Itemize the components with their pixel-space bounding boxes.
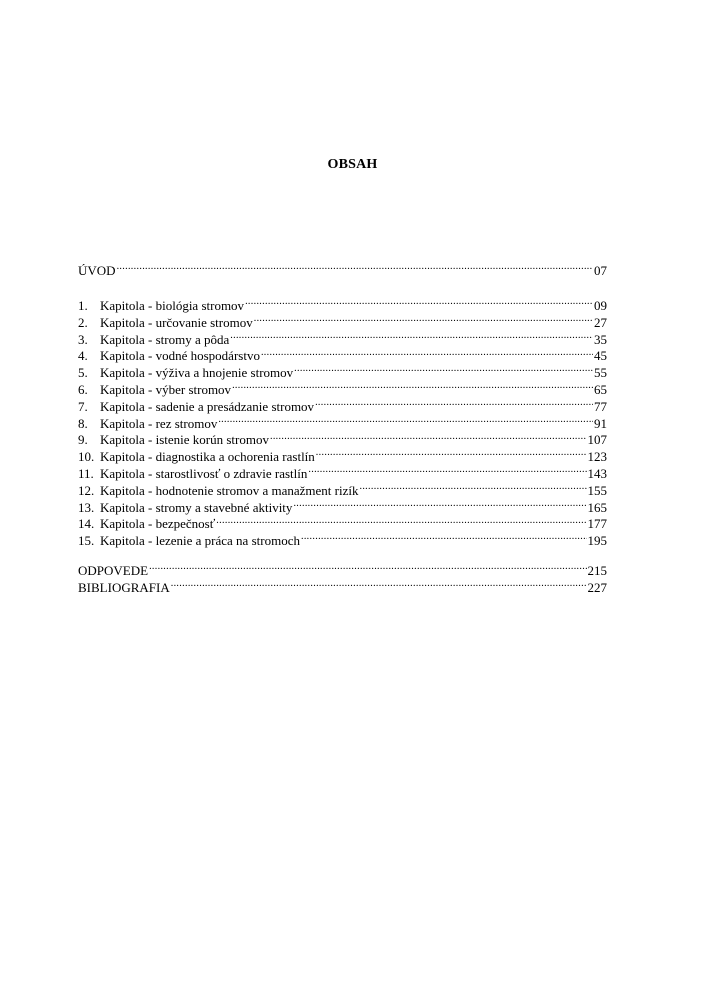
toc-entry-page: 177 xyxy=(587,516,607,532)
toc-entry-number: 13. xyxy=(78,499,95,515)
toc-entry-number: 10. xyxy=(78,449,95,465)
toc-entry-chapter xyxy=(78,365,607,382)
toc-entry-label: Kapitola - rez stromov xyxy=(100,415,218,431)
toc-entry-chapter xyxy=(78,348,607,365)
toc-entry-chapter xyxy=(78,416,607,433)
dot-leader xyxy=(270,432,587,444)
toc-entry-chapter xyxy=(78,483,607,500)
dot-leader xyxy=(149,563,586,575)
toc-entry-chapter xyxy=(78,332,607,349)
toc-entry-label: Kapitola - biológia stromov xyxy=(100,298,245,313)
toc-entry-label: Kapitola - stromy a pôda xyxy=(100,331,230,347)
toc-entry-chapter xyxy=(78,399,607,416)
toc-entry-number: 11. xyxy=(78,465,94,481)
dot-leader xyxy=(218,416,593,428)
toc-entry-label: Kapitola - hodnotenie stromov a manažment rizík xyxy=(100,482,359,498)
dot-leader xyxy=(117,263,593,275)
toc-entry-page: 195 xyxy=(587,533,607,549)
toc-entry-page: 35 xyxy=(594,331,607,347)
toc-entry-number: 9. xyxy=(78,432,88,448)
toc-entry-chapter xyxy=(78,466,607,483)
dot-leader xyxy=(245,298,593,310)
toc-entry-label: Kapitola - výživa a hnojenie stromov xyxy=(100,365,294,381)
toc-entry-page: 45 xyxy=(594,348,607,364)
toc-entry-page: 215 xyxy=(587,563,607,578)
toc-entry-label: Kapitola - určovanie stromov xyxy=(100,314,253,330)
dot-leader xyxy=(254,315,593,327)
page-title: OBSAH xyxy=(327,157,378,172)
toc-entry-intro xyxy=(78,263,607,280)
toc-entry-number: 15. xyxy=(78,533,95,549)
toc-entry-label: Kapitola - bezpečnosť xyxy=(100,516,216,532)
toc-entry-chapter xyxy=(78,516,607,533)
toc-entry-label: Kapitola - istenie korún stromov xyxy=(100,432,269,448)
toc-entry-chapter xyxy=(78,500,607,517)
toc-entry-number: 12. xyxy=(78,482,95,498)
toc-entry-page: 65 xyxy=(594,381,607,397)
toc-entry-number: 5. xyxy=(78,365,88,381)
dot-leader xyxy=(216,516,586,528)
toc-entry-label: Kapitola - sadenie a presádzanie stromov xyxy=(100,398,315,414)
toc-entry-answers xyxy=(78,563,607,580)
toc-entry-number: 8. xyxy=(78,415,88,431)
toc-entry-page: 123 xyxy=(587,449,607,465)
toc-intro xyxy=(78,263,607,280)
dot-leader xyxy=(301,533,587,545)
toc-entry-page: 155 xyxy=(587,482,607,498)
toc-entry-page: 107 xyxy=(587,432,607,448)
dot-leader xyxy=(171,580,587,592)
toc-entry-chapter xyxy=(78,432,607,449)
toc-entry-chapter xyxy=(78,533,607,550)
dot-leader xyxy=(294,365,593,377)
dot-leader xyxy=(316,449,587,461)
toc-entry-number: 7. xyxy=(78,398,88,414)
toc-back-matter xyxy=(78,563,607,597)
toc-chapters xyxy=(78,298,607,550)
toc-entry-label: ODPOVEDE xyxy=(78,563,149,578)
toc-entry-chapter xyxy=(78,315,607,332)
toc-entry-page: 227 xyxy=(587,579,607,595)
toc-entry-page: 91 xyxy=(594,415,607,431)
toc-entry-label: ÚVOD xyxy=(78,263,116,278)
toc-entry-label: Kapitola - stromy a stavebné aktivity xyxy=(100,499,293,515)
dot-leader xyxy=(232,382,593,394)
toc-entry-page: 09 xyxy=(594,298,607,313)
toc-entry-label: Kapitola - starostlivosť o zdravie rastlín xyxy=(100,465,308,481)
toc-entry-bibliography xyxy=(78,580,607,597)
toc-entry-page: 165 xyxy=(587,499,607,515)
toc-entry-chapter xyxy=(78,382,607,399)
toc-entry-page: 07 xyxy=(594,263,607,278)
toc-entry-page: 77 xyxy=(594,398,607,414)
toc-entry-number: 1. xyxy=(78,298,88,313)
toc-entry-label: Kapitola - výber stromov xyxy=(100,381,232,397)
toc-entry-page: 55 xyxy=(594,365,607,381)
dot-leader xyxy=(315,399,593,411)
dot-leader xyxy=(230,332,593,344)
toc-entry-label: Kapitola - vodné hospodárstvo xyxy=(100,348,260,364)
toc-entry-label: Kapitola - diagnostika a ochorenia rastlín xyxy=(100,449,315,465)
toc-entry-page: 27 xyxy=(594,314,607,330)
dot-leader xyxy=(261,348,593,360)
toc-entry-number: 6. xyxy=(78,381,88,397)
toc-entry-label: Kapitola - lezenie a práca na stromoch xyxy=(100,533,300,549)
toc-entry-number: 14. xyxy=(78,516,95,532)
dot-leader xyxy=(359,483,586,495)
dot-leader xyxy=(293,500,586,512)
toc-entry-label: BIBLIOGRAFIA xyxy=(78,579,170,595)
toc-entry-chapter xyxy=(78,449,607,466)
dot-leader xyxy=(308,466,586,478)
toc-entry-number: 3. xyxy=(78,331,88,347)
toc-entry-page: 143 xyxy=(587,465,607,481)
toc-entry-chapter xyxy=(78,298,607,315)
toc-entry-number: 4. xyxy=(78,348,88,364)
toc-entry-number: 2. xyxy=(78,314,88,330)
